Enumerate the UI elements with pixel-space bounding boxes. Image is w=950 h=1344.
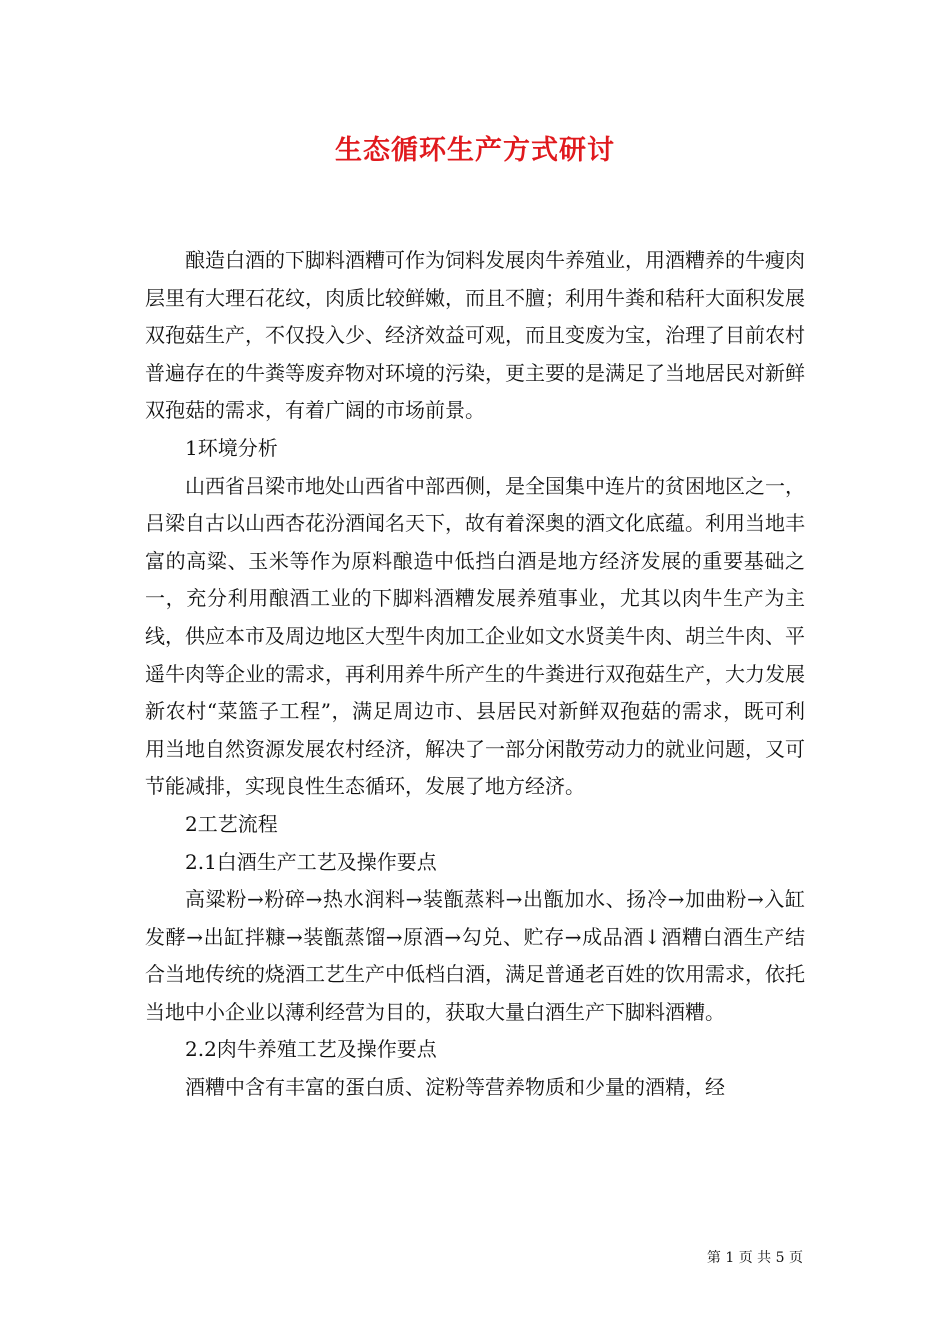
paragraph-environment: 山西省吕梁市地处山西省中部西侧，是全国集中连片的贫困地区之一，吕梁自古以山西杏花汾酒闻名天下，故有着深奥的酒文化底蕴。利用当地丰富的高粱、玉米等作为原料酿造中低挡白酒是地方经济发展的重要基础之一，充分利用酿酒工业的下脚料酒糟发展养殖事业，尤其以肉牛生产为主线，供应本市及周边地区大型牛肉加工企业如文水贤美牛肉、胡兰牛肉、平遥牛肉等企业的需求，再利用养牛所产生的牛粪进行双孢菇生产，大力发展新农村“菜篮子工程”，满足周边市、县居民对新鲜双孢菇的需求，既可利用当地自然资源发展农村经济，解决了一部分闲散劳动力的就业问题，又可节能减排，实现良性生态循环，发展了地方经济。 xyxy=(145,473,805,799)
section-heading-1: 1环境分析 xyxy=(185,435,278,460)
subsection-heading-2-1: 2.1白酒生产工艺及操作要点 xyxy=(185,849,437,874)
document-body xyxy=(145,242,805,1107)
section-heading-2: 2工艺流程 xyxy=(185,811,278,836)
page-number: 第 1 页 共 5 页 xyxy=(706,1250,803,1266)
paragraph-liquor-process: 高粱粉→粉碎→热水润料→装甑蒸料→出甑加水、扬冷→加曲粉→入缸发酵→出缸拌糠→装甑蒸馏→原酒→勾兑、贮存→成品酒↓酒糟白酒生产结合当地传统的烧酒工艺生产中低档白酒，满足普通老百姓的饮用需求，依托当地中小企业以薄利经营为目的，获取大量白酒生产下脚料酒糟。 xyxy=(145,887,805,1024)
paragraph-intro: 酿造白酒的下脚料酒糟可作为饲料发展肉牛养殖业，用酒糟养的牛瘦肉层里有大理石花纹，肉质比较鲜嫩，而且不膻；利用牛粪和秸秆大面积发展双孢菇生产，不仅投入少、经济效益可观，而且变废为宝，治理了目前农村普遍存在的牛粪等废弃物对环境的污染，更主要的是满足了当地居民对新鲜双孢菇的需求，有着广阔的市场前景。 xyxy=(145,248,805,423)
document-title: 生态循环生产方式研讨 xyxy=(335,135,615,166)
paragraph-cattle: 酒糟中含有丰富的蛋白质、淀粉等营养物质和少量的酒精，经 xyxy=(185,1075,725,1100)
subsection-heading-2-2: 2.2肉牛养殖工艺及操作要点 xyxy=(185,1037,437,1062)
